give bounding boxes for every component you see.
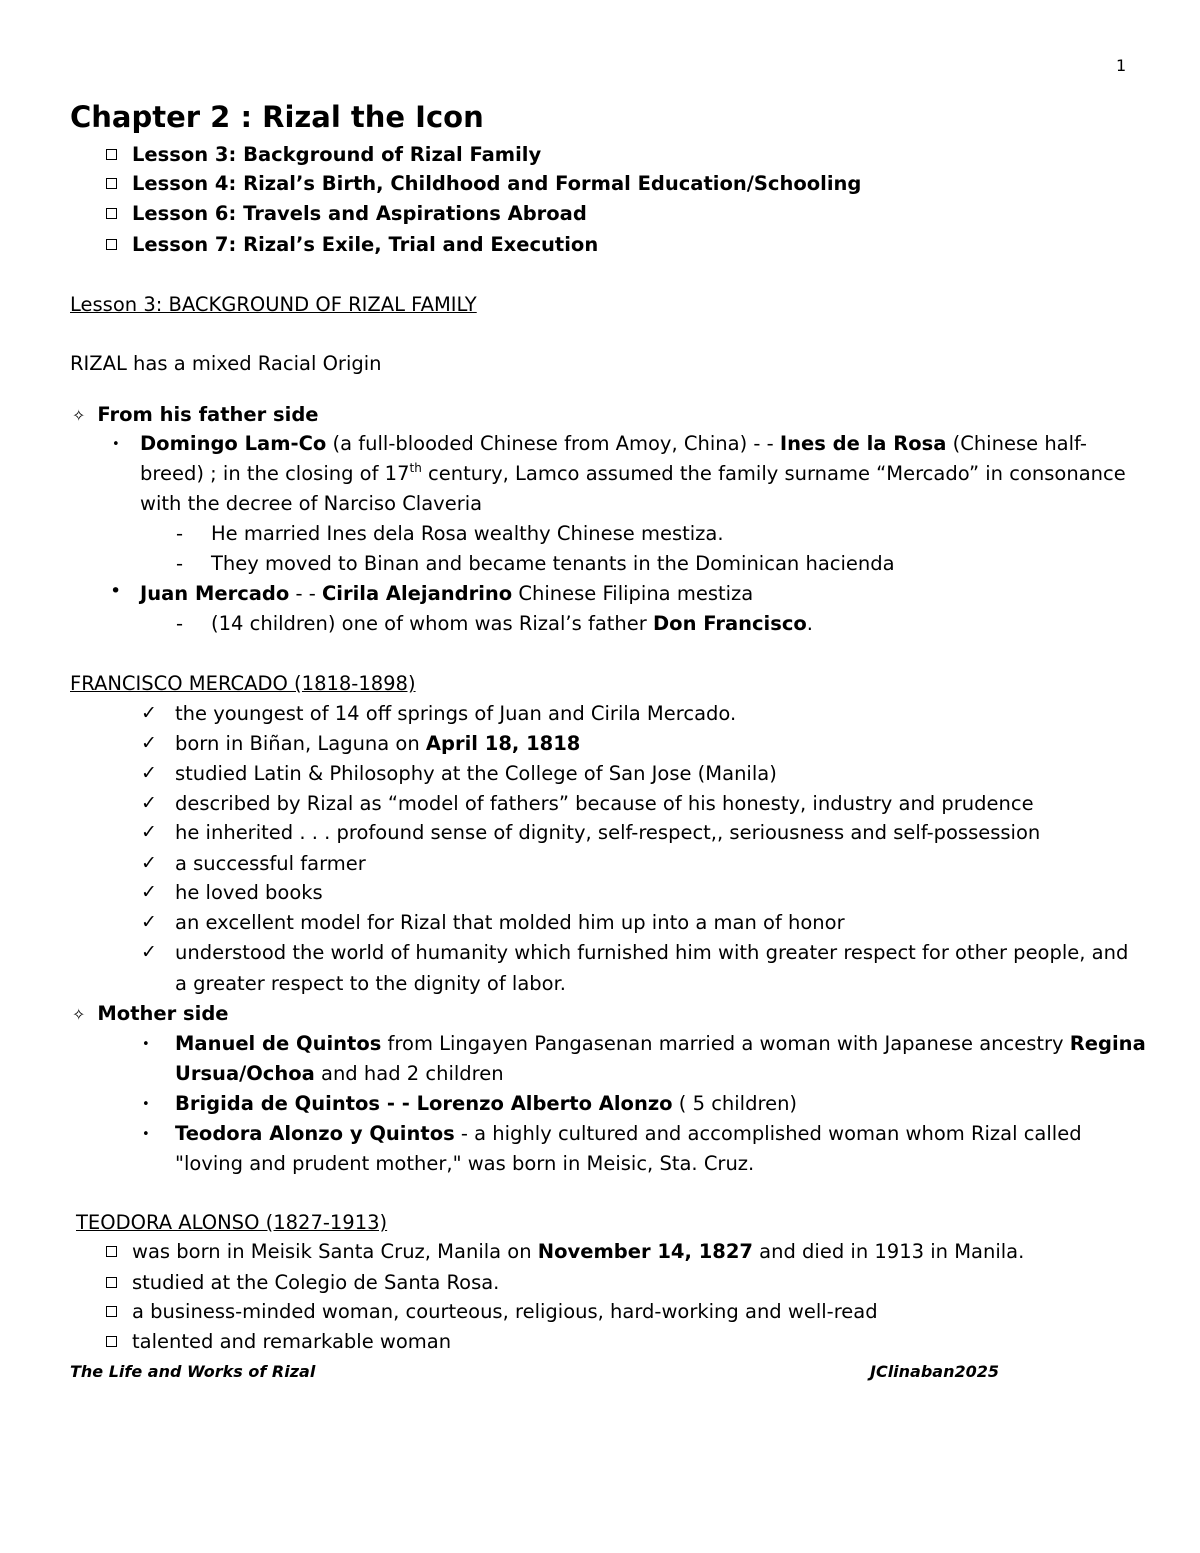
teodora-heading: TEODORA ALONSO (1827-1913) — [76, 1211, 388, 1234]
square-bullet-icon — [106, 208, 117, 219]
bullet-icon: • — [110, 580, 122, 602]
domingo-line-3: with the decree of Narciso Claveria — [140, 492, 483, 515]
juan-sub-item: (14 children) one of whom was Rizal’s father Don Francisco. — [211, 612, 813, 635]
father-side-heading: ✧ From his father side — [72, 403, 319, 426]
square-bullet-icon — [106, 1306, 117, 1317]
check-mark-icon: ✓ — [141, 762, 157, 784]
francisco-item: understood the world of humanity which furnished him with greater respect for other people, and — [175, 941, 1129, 964]
brigida-line: Brigida de Quintos - - Lorenzo Alberto Alonzo ( 5 children) — [175, 1092, 798, 1115]
racial-origin-text: RIZAL has a mixed Racial Origin — [70, 352, 382, 375]
manuel-line: Manuel de Quintos from Lingayen Pangasenan married a woman with Japanese ancestry Regina — [175, 1032, 1146, 1055]
francisco-item: he loved books — [175, 881, 323, 904]
square-bullet-icon — [106, 149, 117, 160]
check-mark-icon: ✓ — [141, 792, 157, 814]
francisco-heading: FRANCISCO MERCADO (1818-1898) — [70, 672, 416, 695]
francisco-item-continued: a greater respect to the dignity of labor. — [175, 972, 567, 995]
dash-bullet-icon: - — [176, 522, 184, 545]
four-diamond-bullet-icon: ✧ — [72, 1005, 86, 1024]
footer-right: JClinaban2025 — [870, 1362, 1000, 1381]
dash-bullet-icon: - — [176, 552, 184, 575]
check-mark-icon: ✓ — [141, 702, 157, 724]
lesson3-heading: Lesson 3: BACKGROUND OF RIZAL FAMILY — [70, 293, 477, 316]
square-bullet-icon — [106, 1246, 117, 1257]
square-bullet-icon — [106, 239, 117, 250]
francisco-item: studied Latin & Philosophy at the College of San Jose (Manila) — [175, 762, 777, 785]
mother-side-heading: ✧ Mother side — [72, 1002, 229, 1025]
teodora-line-2: "loving and prudent mother," was born in Meisic, Sta. Cruz. — [175, 1152, 755, 1175]
check-mark-icon: ✓ — [141, 852, 157, 874]
francisco-item: a successful farmer — [175, 852, 366, 875]
square-bullet-icon — [106, 1277, 117, 1288]
teodora-item: talented and remarkable woman — [106, 1330, 451, 1353]
chapter-title: Chapter 2 : Rizal the Icon — [70, 100, 484, 134]
lesson-list-item: Lesson 4: Rizal’s Birth, Childhood and Formal Education/Schooling — [106, 172, 861, 195]
check-mark-icon: ✓ — [141, 911, 157, 933]
check-mark-icon: ✓ — [141, 941, 157, 963]
domingo-sub-item: He married Ines dela Rosa wealthy Chinese mestiza. — [211, 522, 724, 545]
four-diamond-bullet-icon: ✧ — [72, 406, 86, 425]
check-mark-icon: ✓ — [141, 881, 157, 903]
teodora-line: Teodora Alonzo y Quintos - a highly cultured and accomplished woman whom Rizal called — [175, 1122, 1082, 1145]
dash-bullet-icon: - — [176, 612, 184, 635]
lesson-list-item: Lesson 7: Rizal’s Exile, Trial and Execution — [106, 233, 598, 256]
domingo-sub-item: They moved to Binan and became tenants in the Dominican hacienda — [211, 552, 895, 575]
check-mark-icon: ✓ — [141, 732, 157, 754]
domingo-line: Domingo Lam-Co (a full-blooded Chinese from Amoy, China) - - Ines de la Rosa (Chinese half- — [140, 432, 1087, 455]
lesson-list-item: Lesson 3: Background of Rizal Family — [106, 143, 541, 166]
francisco-item: the youngest of 14 off springs of Juan and Cirila Mercado. — [175, 702, 737, 725]
footer-left: The Life and Works of Rizal — [70, 1362, 316, 1381]
francisco-item: born in Biñan, Laguna on April 18, 1818 — [175, 732, 581, 755]
francisco-item: described by Rizal as “model of fathers” because of his honesty, industry and prudence — [175, 792, 1034, 815]
bullet-icon: • — [142, 1037, 150, 1052]
teodora-item: a business-minded woman, courteous, religious, hard-working and well-read — [106, 1300, 878, 1323]
teodora-item: studied at the Colegio de Santa Rosa. — [106, 1271, 499, 1294]
square-bullet-icon — [106, 178, 117, 189]
bullet-icon: • — [142, 1097, 150, 1112]
page-number: 1 — [1116, 56, 1127, 75]
francisco-item: he inherited . . . profound sense of dignity, self-respect,, seriousness and self-possession — [175, 821, 1041, 844]
lesson-list-item: Lesson 6: Travels and Aspirations Abroad — [106, 202, 587, 225]
juan-line: Juan Mercado - - Cirila Alejandrino Chinese Filipina mestiza — [140, 582, 754, 605]
check-mark-icon: ✓ — [141, 821, 157, 843]
domingo-line-2: breed) ; in the closing of 17th century, Lamco assumed the family surname “Mercado” in consonance — [140, 461, 1126, 485]
teodora-item: was born in Meisik Santa Cruz, Manila on November 14, 1827 and died in 1913 in Manila. — [106, 1240, 1024, 1263]
bullet-icon: • — [112, 437, 120, 452]
bullet-icon: • — [142, 1127, 150, 1142]
square-bullet-icon — [106, 1336, 117, 1347]
manuel-line-2: Ursua/Ochoa and had 2 children — [175, 1062, 504, 1085]
francisco-item: an excellent model for Rizal that molded him up into a man of honor — [175, 911, 845, 934]
